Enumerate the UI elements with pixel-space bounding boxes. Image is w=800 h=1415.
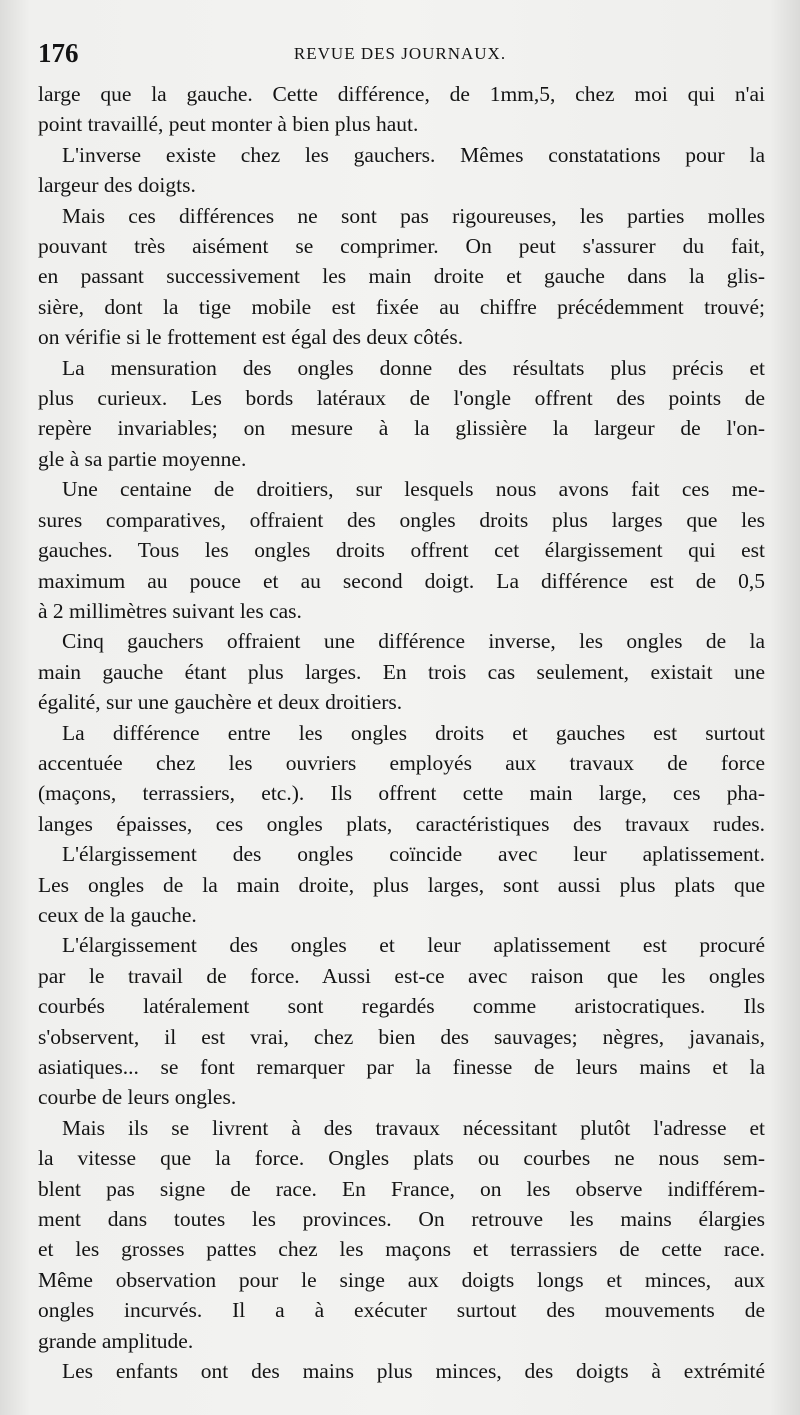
- page-header: [38, 38, 762, 74]
- text-line: gauches. Tous les ongles droits offrent cet élargissement qui est: [38, 538, 765, 563]
- text-line: accentuée chez les ouvriers employés aux travaux de force: [38, 750, 765, 775]
- text-line: la vitesse que la force. Ongles plats ou courbes ne nous sem-: [38, 1146, 765, 1171]
- body-text: [38, 79, 765, 1386]
- text-line: Même observation pour le singe aux doigts longs et minces, aux: [38, 1267, 765, 1292]
- text-line: blent pas signe de race. En France, on les observe indifférem-: [38, 1176, 765, 1201]
- text-line: repère invariables; on mesure à la glissière la largeur de l'on-: [38, 416, 765, 441]
- text-line: (maçons, terrassiers, etc.). Ils offrent cette main large, ces pha-: [38, 781, 765, 806]
- text-line: ment dans toutes les provinces. On retrouve les mains élargies: [38, 1207, 765, 1232]
- text-line: sures comparatives, offraient des ongles droits plus larges que les: [38, 507, 765, 532]
- text-line: largeur des doigts.: [38, 173, 196, 198]
- running-title: REVUE DES JOURNAUX.: [293, 44, 507, 63]
- text-line: grande amplitude.: [38, 1328, 194, 1353]
- text-line: égalité, sur une gauchère et deux droitiers.: [38, 690, 403, 715]
- text-line: par le travail de force. Aussi est-ce avec raison que les ongles: [38, 963, 765, 988]
- text-line: langes épaisses, ces ongles plats, caractéristiques des travaux rudes.: [38, 811, 765, 836]
- text-line: gle à sa partie moyenne.: [38, 446, 247, 471]
- text-line: La mensuration des ongles donne des résultats plus précis et: [62, 355, 765, 380]
- text-line: courbés latéralement sont regardés comme aristocratiques. Ils: [38, 994, 765, 1019]
- text-line: La différence entre les ongles droits et gauches est surtout: [62, 720, 765, 745]
- page-number: 176: [38, 38, 79, 68]
- text-line: ceux de la gauche.: [38, 902, 197, 927]
- text-line: plus curieux. Les bords latéraux de l'ongle offrent des points de: [38, 386, 765, 411]
- text-line: sière, dont la tige mobile est fixée au chiffre précédemment trouvé;: [38, 294, 765, 319]
- text-line: pouvant très aisément se comprimer. On peut s'assurer du fait,: [38, 234, 765, 259]
- text-line: main gauche étant plus larges. En trois cas seulement, existait une: [38, 659, 765, 684]
- text-line: L'élargissement des ongles et leur aplatissement est procuré: [62, 933, 765, 958]
- text-line: Les enfants ont des mains plus minces, des doigts à extrémité: [62, 1359, 765, 1384]
- text-line: L'inverse existe chez les gauchers. Mêmes constatations pour la: [62, 142, 765, 167]
- text-line: et les grosses pattes chez les maçons et terrassiers de cette race.: [38, 1237, 765, 1262]
- text-line: à 2 millimètres suivant les cas.: [38, 598, 302, 623]
- text-line: Une centaine de droitiers, sur lesquels nous avons fait ces me-: [62, 477, 765, 502]
- text-line: Les ongles de la main droite, plus larges, sont aussi plus plats que: [38, 872, 765, 897]
- text-line: courbe de leurs ongles.: [38, 1085, 237, 1110]
- text-line: en passant successivement les main droite et gauche dans la glis-: [38, 264, 765, 289]
- text-line: s'observent, il est vrai, chez bien des sauvages; nègres, javanais,: [38, 1024, 765, 1049]
- text-line: L'élargissement des ongles coïncide avec leur aplatissement.: [62, 842, 765, 867]
- text-line: Mais ces différences ne sont pas rigoureuses, les parties molles: [62, 203, 765, 228]
- text-line: large que la gauche. Cette différence, de 1mm,5, chez moi qui n'ai: [38, 82, 765, 106]
- text-line: ongles incurvés. Il a à exécuter surtout des mouvements de: [38, 1298, 765, 1323]
- text-line: point travaillé, peut monter à bien plus haut.: [38, 112, 419, 137]
- text-line: maximum au pouce et au second doigt. La différence est de 0,5: [38, 568, 765, 593]
- text-line: on vérifie si le frottement est égal des deux côtés.: [38, 325, 464, 350]
- text-line: Mais ils se livrent à des travaux nécessitant plutôt l'adresse et: [62, 1115, 765, 1140]
- text-line: Cinq gauchers offraient une différence inverse, les ongles de la: [62, 629, 765, 654]
- text-line: asiatiques... se font remarquer par la finesse de leurs mains et la: [38, 1055, 765, 1079]
